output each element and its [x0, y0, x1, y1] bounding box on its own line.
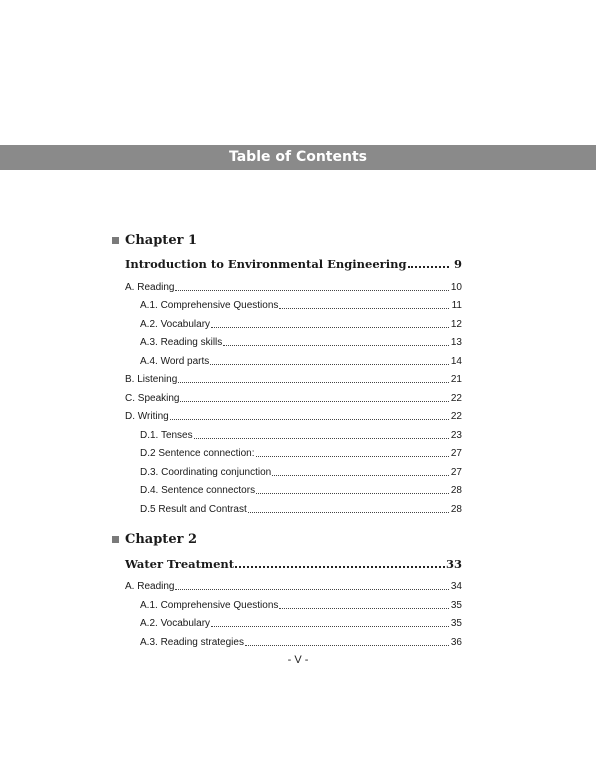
dot-leader	[180, 400, 449, 402]
toc-entry[interactable]	[112, 385, 462, 404]
dot-leader	[279, 307, 449, 309]
toc-entry-page: 12	[450, 318, 462, 330]
toc-entry-page: 23	[450, 429, 462, 441]
toc-entry-label: A.4. Word parts	[140, 355, 210, 367]
toc-entry-page: 21	[450, 374, 462, 385]
toc-entry[interactable]	[112, 274, 462, 293]
chapter-title-label: Introduction to Environmental Engineering	[125, 257, 407, 271]
toc-entry[interactable]	[112, 422, 462, 441]
dot-leader	[175, 289, 449, 291]
dot-leader	[272, 474, 449, 476]
dot-leader	[211, 326, 449, 328]
toc-entry[interactable]	[112, 293, 462, 312]
toc-entry-page: 11	[451, 300, 462, 311]
chapter-heading-label: Chapter 1	[125, 232, 198, 248]
toc-entry-label: A.3. Reading skills	[140, 337, 223, 348]
toc-entry[interactable]	[112, 441, 462, 460]
toc-entry-label: A. Reading	[125, 581, 175, 592]
toc-entry-label: A.2. Vocabulary	[140, 618, 211, 629]
toc-entry-label: C. Speaking	[125, 392, 180, 404]
dot-leader	[245, 644, 449, 646]
toc-entry[interactable]	[112, 478, 462, 497]
chapter-title-label: Water Treatment	[125, 556, 235, 571]
dot-leader	[256, 455, 449, 457]
table-of-contents	[112, 231, 462, 648]
chapter-title-page: 33	[445, 556, 462, 571]
toc-entry-page: 22	[450, 411, 462, 422]
toc-entry-page: 14	[450, 355, 462, 367]
toc-entry-label: A.3. Reading strategies	[140, 636, 244, 648]
toc-entry-page: 27	[450, 448, 462, 459]
toc-entry-label: D.3. Coordinating conjunction	[140, 466, 272, 478]
toc-banner	[0, 145, 596, 170]
dot-leader	[210, 363, 449, 365]
toc-entry[interactable]	[112, 611, 462, 630]
toc-entry-label: D.1. Tenses	[140, 429, 193, 441]
chapter-2-title-entry[interactable]	[112, 551, 462, 571]
chapter-heading-label: Chapter 2	[125, 532, 198, 547]
toc-entry-label: D. Writing	[125, 411, 169, 422]
toc-entry-page: 35	[450, 618, 462, 629]
toc-entry[interactable]	[112, 496, 462, 515]
toc-entry-label: D.2 Sentence connection:	[140, 448, 255, 459]
toc-entry-page: 13	[450, 337, 462, 348]
square-bullet-icon	[112, 237, 119, 244]
dot-leader	[279, 607, 449, 609]
toc-entry-label: A. Reading	[125, 281, 175, 293]
toc-entry[interactable]	[112, 574, 462, 593]
dot-leader	[248, 511, 449, 513]
toc-entry-page: 22	[450, 392, 462, 404]
chapter-1-title-entry[interactable]	[112, 251, 462, 271]
toc-entry[interactable]	[112, 348, 462, 367]
toc-entry[interactable]	[112, 629, 462, 648]
dot-leader	[256, 492, 449, 494]
toc-entry[interactable]	[112, 592, 462, 611]
toc-entry-label: B. Listening	[125, 374, 178, 385]
chapter-title-page: 9	[453, 257, 462, 271]
square-bullet-icon	[112, 536, 119, 543]
toc-entry[interactable]	[112, 311, 462, 330]
dot-leader	[194, 437, 449, 439]
toc-entry-page: 27	[450, 466, 462, 478]
dot-leader	[211, 625, 449, 627]
toc-entry-page: 28	[450, 485, 462, 496]
toc-entry-page: 10	[450, 281, 462, 293]
toc-entry-label: D.4. Sentence connectors	[140, 485, 256, 496]
toc-entry[interactable]	[112, 404, 462, 423]
page-number: - V -	[287, 654, 309, 666]
dot-leader	[235, 565, 445, 568]
toc-entry-page: 34	[450, 581, 462, 592]
toc-entry-page: 35	[450, 599, 462, 611]
toc-entry-label: A.2. Vocabulary	[140, 318, 211, 330]
page-number-footer	[0, 654, 596, 666]
toc-entry-label: D.5 Result and Contrast	[140, 503, 247, 515]
dot-leader	[170, 418, 449, 420]
toc-title: Table of Contents	[228, 149, 367, 165]
toc-entry-label: A.1. Comprehensive Questions	[140, 300, 279, 311]
chapter-2-heading	[112, 531, 462, 549]
toc-entry[interactable]	[112, 459, 462, 478]
toc-entry[interactable]	[112, 330, 462, 349]
dot-leader	[223, 344, 449, 346]
toc-entry-page: 36	[450, 636, 462, 648]
toc-entry[interactable]	[112, 367, 462, 386]
toc-entry-page: 28	[450, 503, 462, 515]
toc-entry-label: A.1. Comprehensive Questions	[140, 599, 279, 611]
dot-leader	[175, 588, 449, 590]
dot-leader	[408, 265, 450, 268]
chapter-1-heading	[112, 231, 462, 249]
dot-leader	[178, 381, 449, 383]
